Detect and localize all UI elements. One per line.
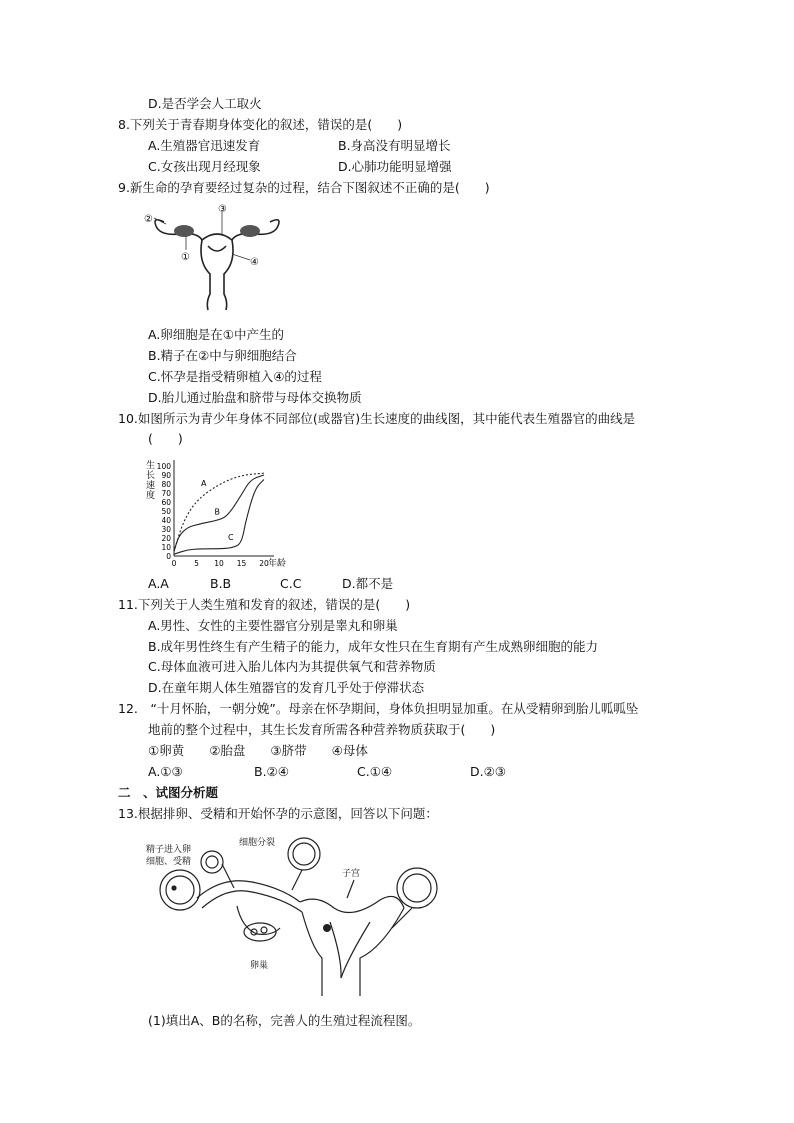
q10-option-d: D.都不是	[342, 576, 394, 591]
label-ovary: 卵巢	[250, 961, 269, 971]
chart-y-tick: 30	[161, 525, 171, 534]
label-2: ②	[144, 214, 153, 225]
label-sperm-entry-2: 细胞、受精	[146, 857, 192, 867]
q8-stem: 8.下列关于青春期身体变化的叙述，错误的是( )	[118, 117, 403, 132]
q9-option-c: C.怀孕是指受精卵植入④的过程	[148, 369, 322, 384]
label-cell-division: 细胞分裂	[239, 838, 276, 848]
label-1: ①	[181, 252, 190, 263]
label-3: ③	[218, 204, 227, 215]
q9-option-d: D.胎儿通过胎盘和脐带与母体交换物质	[148, 390, 362, 405]
q11-option-a: A.男性、女性的主要性器官分别是睾丸和卵巢	[148, 618, 398, 633]
q12-stem-line2: 地前的整个过程中，其生长发育所需各种营养物质获取于( )	[148, 722, 496, 737]
label-sperm-entry: 精子进入卵	[146, 845, 192, 855]
q9-stem: 9.新生命的孕育要经过复杂的过程，结合下图叙述不正确的是( )	[118, 180, 490, 195]
q10-option-c: C.C	[280, 576, 302, 591]
chart-x-tick: 0	[171, 559, 177, 568]
chart-series-C	[174, 480, 264, 555]
chart-y-tick: 90	[161, 471, 171, 480]
q13-sub1: (1)填出A、B的名称，完善人的生殖过程流程图。	[148, 1013, 421, 1028]
label-uterus: 子宫	[342, 869, 361, 879]
q10-option-b: B.B	[210, 576, 232, 591]
chart-y-tick: 100	[156, 462, 171, 471]
q8-option-c: C.女孩出现月经现象	[148, 159, 261, 174]
q13-stem: 13.根据排卵、受精和开始怀孕的示意图，回答以下问题：	[118, 806, 438, 821]
reproduction-diagram	[142, 828, 452, 1006]
chart-x-tick: 5	[194, 559, 199, 568]
q7-option-d: D.是否学会人工取火	[148, 96, 262, 111]
chart-xlabel: 年龄	[268, 559, 287, 569]
q11-option-b: B.成年男性终生有产生精子的能力，成年女性只在生育期有产生成熟卵细胞的能力	[148, 639, 599, 654]
chart-x-tick: 10	[214, 559, 224, 568]
chart-y-tick: 20	[161, 534, 171, 543]
chart-series-label-C: C	[228, 532, 234, 542]
q11-option-c: C.母体血液可进入胎儿体内为其提供氧气和营养物质	[148, 659, 436, 674]
q12-stem: 12. “十月怀胎，一朝分娩”。母亲在怀孕期间，身体负担明显加重。在从受精卵到胎儿呱呱坠	[118, 701, 639, 716]
label-4: ④	[250, 257, 259, 268]
chart-ylabel: 生长速度	[146, 461, 156, 501]
q10-option-a: A.A	[148, 576, 169, 591]
chart-y-tick: 80	[161, 480, 171, 489]
chart-y-tick: 10	[161, 543, 171, 552]
right-ovary	[240, 225, 260, 237]
growth-chart	[142, 456, 312, 570]
q8-option-a: A.生殖器官迅速发育	[148, 138, 261, 153]
chart-series-label-B: B	[214, 507, 220, 517]
q11-stem: 11.下列关于人类生殖和发育的叙述，错误的是( )	[118, 597, 411, 612]
chart-x-tick: 15	[236, 559, 247, 568]
section2-title: 二 、试图分析题	[118, 785, 219, 800]
q12-option-c: C.①④	[357, 764, 393, 779]
chart-x-tick: 20	[259, 559, 269, 568]
q12-items: ①卵黄 ②胎盘 ③脐带 ④母体	[148, 743, 368, 758]
q12-option-b: B.②④	[254, 764, 289, 779]
chart-y-tick: 60	[161, 498, 171, 507]
q8-option-d: D.心肺功能明显增强	[338, 159, 452, 174]
q10-stem: 10.如图所示为青少年身体不同部位(或器官)生长速度的曲线图，其中能代表生殖器官的曲线是	[118, 411, 636, 426]
chart-y-tick: 40	[161, 516, 171, 525]
q8-option-b: B.身高没有明显增长	[338, 138, 451, 153]
chart-y-tick: 70	[161, 489, 171, 498]
left-ovary	[174, 225, 194, 237]
embryo-dot	[323, 924, 331, 932]
q9-option-a: A.卵细胞是在①中产生的	[148, 327, 285, 342]
uterus-diagram	[142, 202, 292, 314]
chart-series-label-A: A	[201, 478, 207, 488]
q12-option-a: A.①③	[148, 764, 183, 779]
chart-y-tick: 0	[166, 552, 171, 561]
q11-option-d: D.在童年期人体生殖器官的发育几乎处于停滞状态	[148, 680, 425, 695]
chart-y-tick: 50	[161, 507, 171, 516]
q9-option-b: B.精子在②中与卵细胞结合	[148, 348, 297, 363]
q10-stem-paren: ( )	[148, 431, 183, 446]
q12-option-d: D.②③	[470, 764, 507, 779]
